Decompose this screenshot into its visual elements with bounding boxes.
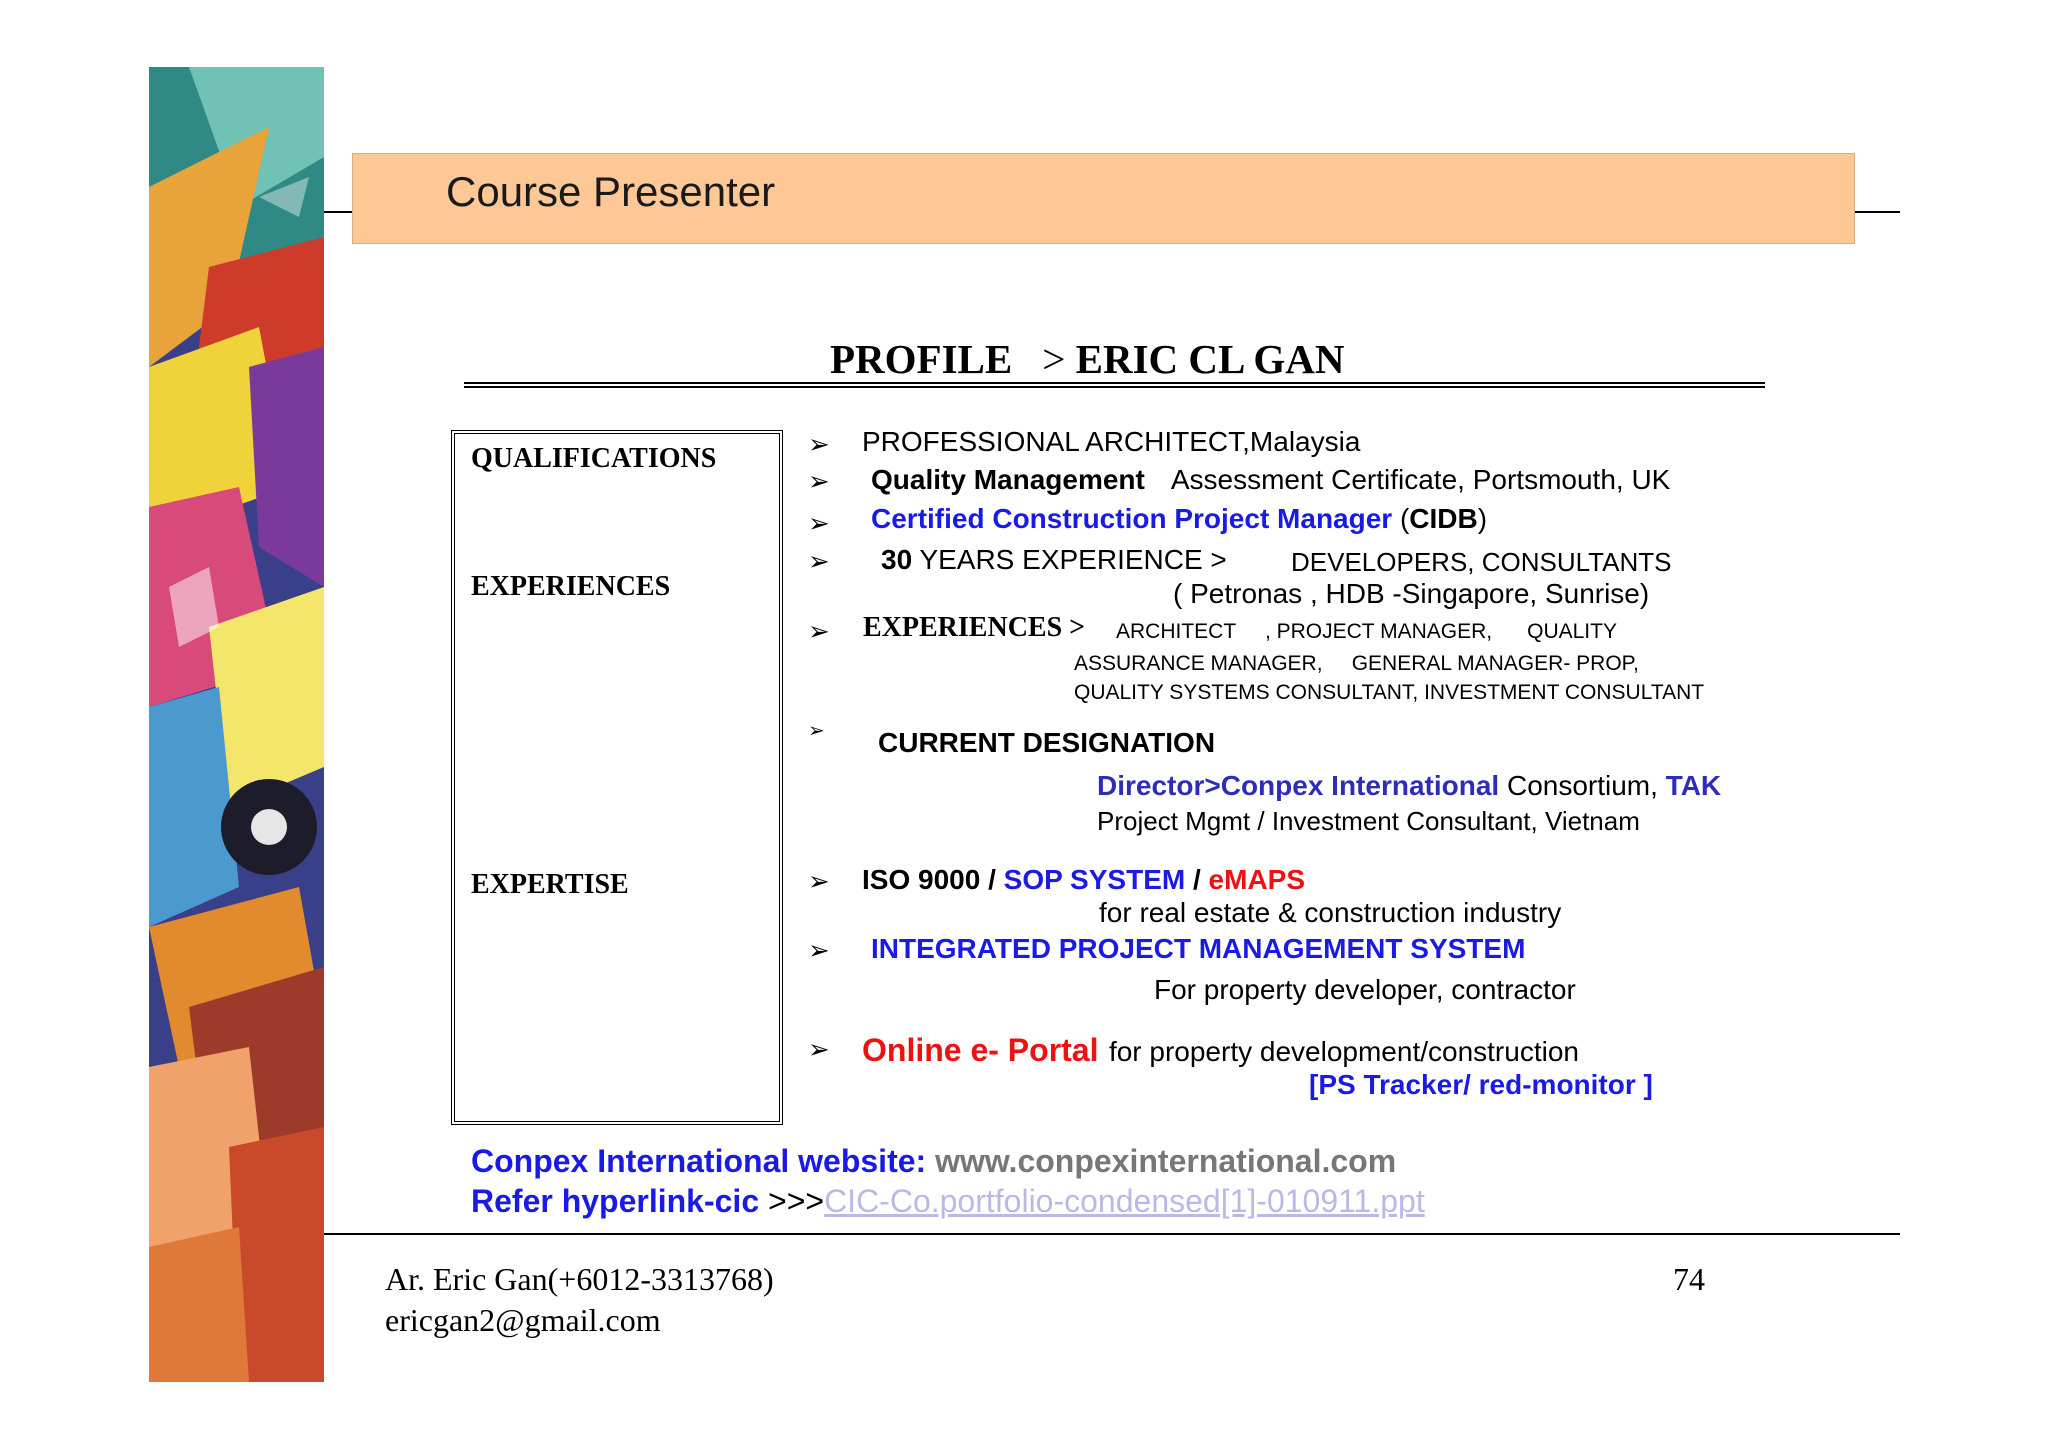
years-text: YEARS EXPERIENCE > (919, 544, 1227, 575)
profile-label: PROFILE (830, 336, 1013, 382)
abstract-art-illustration (149, 67, 324, 1382)
item-iso (862, 864, 1305, 896)
footer-email: ericgan2@gmail.com (385, 1302, 661, 1338)
bullet-icon: ➢ (808, 1034, 830, 1064)
refer-arrows: >>> (768, 1183, 825, 1219)
refer-label: Refer hyperlink-cic (471, 1183, 760, 1219)
designation-line1 (1097, 770, 1721, 802)
profile-name: ERIC CL GAN (1075, 336, 1345, 382)
item-quality-management (871, 464, 1670, 496)
profile-title (830, 335, 1344, 383)
bullet-icon: ➢ (808, 720, 825, 742)
iso-9000: ISO 9000 (862, 864, 981, 895)
bullet-icon: ➢ (808, 508, 830, 538)
online-portal-title: Online e- Portal (862, 1032, 1099, 1068)
refer-line (471, 1183, 1425, 1220)
label-qualifications: QUALIFICATIONS (471, 443, 717, 474)
integrated-pms-description: For property developer, contractor (1154, 974, 1576, 1005)
sop-system: SOP SYSTEM (1003, 864, 1186, 895)
iso-slash-1: / (988, 864, 996, 895)
item-experiences (863, 612, 1085, 644)
item-ccpm (871, 503, 1487, 535)
designation-tak: TAK (1665, 770, 1722, 801)
footer-page-number: 74 (1673, 1261, 1705, 1297)
ccpm-paren-open: ( (1399, 503, 1410, 534)
footer-author: Ar. Eric Gan(+6012-3313768) (385, 1261, 774, 1297)
item-integrated-pms: INTEGRATED PROJECT MANAGEMENT SYSTEM (871, 933, 1526, 964)
website-line (471, 1143, 1396, 1180)
bullet-icon: ➢ (808, 866, 830, 896)
footer-rule (324, 1233, 1900, 1235)
designation-consortium: Consortium, (1506, 770, 1658, 801)
title-rule-top (464, 382, 1765, 384)
bullet-icon: ➢ (808, 466, 830, 496)
item-years-experience (881, 544, 1227, 576)
website-url[interactable]: www.conpexinternational.com (935, 1143, 1397, 1179)
experiences-roles-line3: QUALITY SYSTEMS CONSULTANT, INVESTMENT CONSULTANT (1074, 681, 1705, 704)
ccpm-paren-close: ) (1477, 503, 1488, 534)
iso-description: for real estate & construction industry (1099, 897, 1562, 928)
website-label: Conpex International website: (471, 1143, 927, 1179)
designation-line2: Project Mgmt / Investment Consultant, Vietnam (1097, 806, 1640, 836)
ccpm-title: Certified Construction Project Manager (871, 503, 1393, 534)
experiences-roles-line2: ASSURANCE MANAGER, GENERAL MANAGER- PROP, (1074, 652, 1639, 675)
item-online-portal (862, 1032, 1579, 1069)
bullet-icon: ➢ (808, 546, 830, 576)
online-portal-tracker: [PS Tracker/ red-monitor ] (1309, 1069, 1653, 1100)
quality-management-bold: Quality Management (871, 464, 1145, 495)
online-portal-rest: for property development/construction (1108, 1036, 1579, 1067)
emaps: eMAPS (1208, 864, 1306, 895)
iso-slash-2: / (1192, 864, 1201, 895)
years-number: 30 (881, 544, 913, 575)
profile-separator: > (1042, 336, 1066, 382)
bullet-icon: ➢ (808, 429, 830, 459)
header-rule-left (324, 211, 352, 213)
section-labels-box (451, 430, 783, 1125)
bullet-icon: ➢ (808, 616, 830, 646)
experiences-roles-line1: ARCHITECT , PROJECT MANAGER, QUALITY (1116, 620, 1617, 643)
item-current-designation: CURRENT DESIGNATION (878, 727, 1216, 758)
label-expertise: EXPERTISE (471, 869, 629, 900)
years-clients: ( Petronas , HDB -Singapore, Sunrise) (1173, 578, 1650, 609)
label-experiences: EXPERIENCES (471, 571, 671, 602)
bullet-icon: ➢ (808, 935, 830, 965)
header-title: Course Presenter (446, 168, 776, 215)
header-rule-right (1855, 211, 1900, 213)
quality-management-rest: Assessment Certificate, Portsmouth, UK (1170, 464, 1671, 495)
item-professional-architect: PROFESSIONAL ARCHITECT,Malaysia (862, 426, 1361, 457)
decorative-side-artwork (149, 67, 324, 1382)
refer-hyperlink[interactable]: CIC-Co.portfolio-condensed[1]-010911.ppt (824, 1183, 1425, 1219)
experiences-head: EXPERIENCES > (863, 612, 1086, 643)
title-rule-bottom (464, 386, 1765, 388)
years-developers: DEVELOPERS, CONSULTANTS (1291, 547, 1672, 577)
designation-director: Director>Conpex International (1097, 770, 1500, 801)
ccpm-cidb: CIDB (1409, 503, 1478, 534)
